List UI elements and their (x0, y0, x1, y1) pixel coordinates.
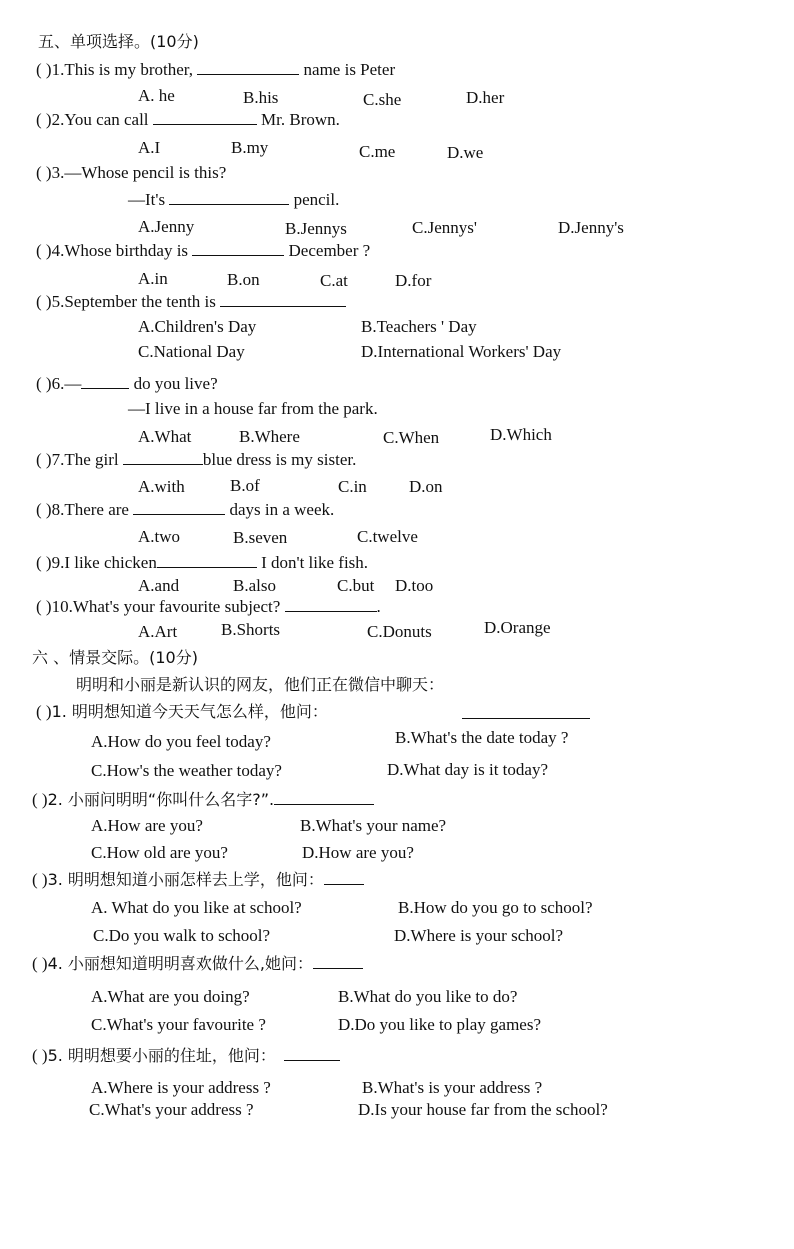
answer-blank[interactable] (220, 292, 346, 307)
s3-option-a: A. What do you like at school? (91, 898, 302, 917)
q2-option-b: B.my (231, 138, 269, 157)
q6-option-b: B.Where (239, 427, 300, 446)
q2-option-d: D.we (447, 143, 484, 162)
q7-option-d: D.on (409, 477, 443, 496)
s4-option-a: A.What are you doing? (91, 987, 250, 1006)
answer-blank[interactable] (153, 110, 257, 125)
section-6-intro: 明明和小丽是新认识的网友，他们正在微信中聊天： (76, 675, 445, 694)
answer-blank[interactable] (81, 374, 129, 389)
q1-option-c: C.she (363, 90, 402, 109)
answer-blank[interactable] (274, 790, 374, 805)
section-5-title: 五、单项选择。(10分) (38, 32, 199, 51)
question-2-stem: ( )2.You can call Mr. Brown. (36, 110, 340, 129)
q6-option-a: A.What (138, 427, 192, 446)
answer-blank[interactable] (123, 450, 203, 465)
q10-option-a: A.Art (138, 622, 178, 641)
s3-option-b: B.How do you go to school? (398, 898, 593, 917)
question-3-stem: ( )3.—Whose pencil is this? (36, 163, 227, 182)
situation-4-stem: ( )4. 小丽想知道明明喜欢做什么,她问： (32, 954, 363, 974)
q4-option-d: D.for (395, 271, 432, 290)
q3-option-b: B.Jennys (285, 219, 347, 238)
q10-option-b: B.Shorts (221, 620, 281, 639)
q9-option-a: A.and (138, 576, 180, 595)
answer-blank[interactable] (324, 870, 364, 885)
situation-3-stem: ( )3. 明明想知道小丽怎样去上学，他问： (32, 870, 364, 890)
q1-option-a: A. he (138, 86, 175, 105)
question-8-stem: ( )8.There are days in a week. (36, 500, 335, 519)
question-6-stem: ( )6.— do you live? (36, 374, 218, 393)
s1-option-a: A.How do you feel today? (91, 732, 271, 751)
q7-option-b: B.of (230, 476, 260, 495)
q10-option-d: D.Orange (484, 618, 551, 637)
answer-blank[interactable] (169, 190, 289, 205)
answer-blank[interactable] (197, 60, 299, 75)
question-10-stem: ( )10.What's your favourite subject? . (36, 597, 381, 616)
q1-option-d: D.her (466, 88, 505, 107)
s2-option-b: B.What's your name? (300, 816, 447, 835)
s1-option-c: C.How's the weather today? (91, 761, 282, 780)
question-9-stem: ( )9.I like chicken I don't like fish. (36, 553, 369, 572)
question-1-stem: ( )1.This is my brother, name is Peter (36, 60, 396, 79)
q10-option-c: C.Donuts (367, 622, 432, 641)
s3-option-d: D.Where is your school? (394, 926, 564, 945)
q3-option-d: D.Jenny's (558, 218, 624, 237)
answer-blank[interactable] (157, 553, 257, 568)
s5-option-b: B.What's is your address ? (362, 1078, 543, 1097)
q9-option-b: B.also (233, 576, 276, 595)
s1-option-d: D.What day is it today? (387, 760, 548, 779)
answer-blank[interactable] (462, 704, 590, 719)
q8-option-a: A.two (138, 527, 181, 546)
answer-blank[interactable] (285, 597, 377, 612)
s1-option-b: B.What's the date today ? (395, 728, 569, 747)
question-6-reply: —I live in a house far from the park. (128, 399, 378, 418)
q5-option-b: B.Teachers ' Day (361, 317, 477, 336)
s2-option-c: C.How old are you? (91, 843, 228, 862)
s5-option-a: A.Where is your address ? (91, 1078, 271, 1097)
question-3-reply: —It's pencil. (128, 190, 340, 209)
q2-option-a: A.I (138, 138, 161, 157)
situation-5-stem: ( )5. 明明想要小丽的住址，他问： (32, 1046, 340, 1066)
q3-option-c: C.Jennys' (412, 218, 477, 237)
q4-option-b: B.on (227, 270, 260, 289)
question-4-stem: ( )4.Whose birthday is December ? (36, 241, 371, 260)
situation-1-stem: ( )1. 明明想知道今天天气怎么样，他问： (36, 702, 328, 721)
s4-option-c: C.What's your favourite ? (91, 1015, 266, 1034)
answer-blank[interactable] (313, 954, 363, 969)
q9-option-c: C.but (337, 576, 375, 595)
section-6-title: 六 、情景交际。(10分) (32, 648, 198, 667)
q6-option-c: C.When (383, 428, 440, 447)
question-7-stem: ( )7.The girl blue dress is my sister. (36, 450, 357, 469)
q2-option-c: C.me (359, 142, 396, 161)
q7-option-c: C.in (338, 477, 367, 496)
q8-option-b: B.seven (233, 528, 288, 547)
q1-option-b: B.his (243, 88, 279, 107)
question-5-stem: ( )5.September the tenth is (36, 292, 346, 312)
q7-option-a: A.with (138, 477, 185, 496)
q3-option-a: A.Jenny (138, 217, 195, 236)
q5-option-c: C.National Day (138, 342, 245, 361)
answer-blank[interactable] (284, 1046, 340, 1061)
answer-blank[interactable] (133, 500, 225, 515)
situation-2-stem: ( )2. 小丽问明明“你叫什么名字?”. (32, 790, 374, 810)
s5-option-c: C.What's your address ? (89, 1100, 254, 1119)
s4-option-d: D.Do you like to play games? (338, 1015, 542, 1034)
q6-option-d: D.Which (490, 425, 552, 444)
q5-option-d: D.International Workers' Day (361, 342, 562, 361)
s5-option-d: D.Is your house far from the school? (358, 1100, 608, 1119)
s3-option-c: C.Do you walk to school? (93, 926, 271, 945)
answer-blank[interactable] (192, 241, 284, 256)
q4-option-a: A.in (138, 269, 168, 288)
q4-option-c: C.at (320, 271, 348, 290)
s4-option-b: B.What do you like to do? (338, 987, 518, 1006)
s2-option-a: A.How are you? (91, 816, 203, 835)
s2-option-d: D.How are you? (302, 843, 414, 862)
q8-option-c: C.twelve (357, 527, 418, 546)
q9-option-d: D.too (395, 576, 434, 595)
q5-option-a: A.Children's Day (138, 317, 257, 336)
